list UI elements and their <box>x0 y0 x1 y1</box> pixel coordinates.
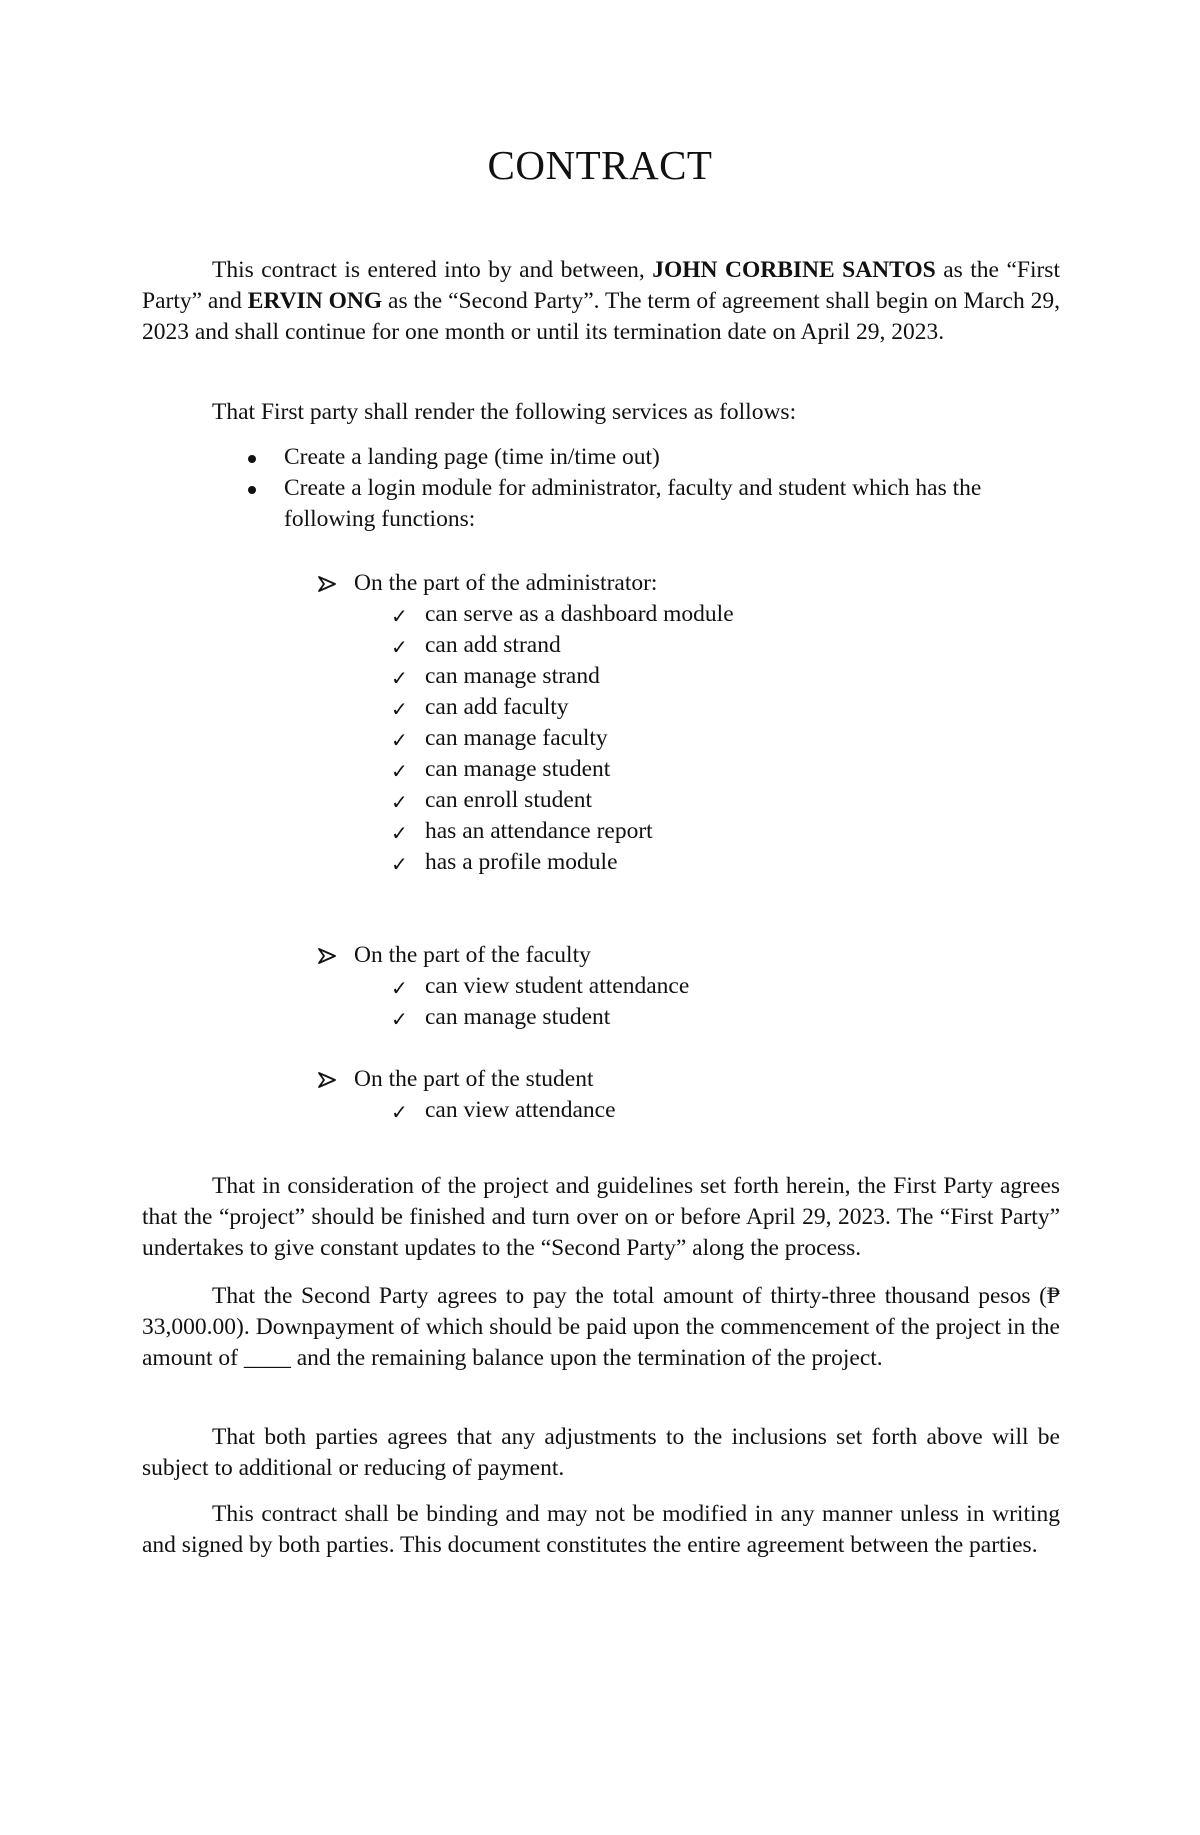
list-item <box>142 473 1060 535</box>
arrowhead-icon <box>318 576 336 592</box>
checkmark-icon: ✓ <box>391 792 408 814</box>
list-item <box>318 599 1058 630</box>
role-heading-text: On the part of the administrator: <box>354 570 658 596</box>
role-heading <box>318 1064 1058 1095</box>
checkmark-icon: ✓ <box>391 699 408 721</box>
function-text: has a profile module <box>425 849 618 875</box>
adjustments-paragraph: That both parties agrees that any adjustments to the inclusions set forth above will be subject to additional or reducing of payment. <box>142 1424 1060 1481</box>
list-item <box>318 1095 1058 1126</box>
function-text: can manage student <box>425 756 611 782</box>
intro-paragraph <box>142 255 1060 348</box>
student-section <box>318 1064 1058 1126</box>
list-item <box>318 847 1058 878</box>
list-item <box>318 816 1058 847</box>
list-item <box>318 1002 1058 1033</box>
checkmark-icon: ✓ <box>391 1102 408 1124</box>
function-text: can manage strand <box>425 663 600 689</box>
service-text: Create a landing page (time in/time out) <box>284 444 660 470</box>
function-list <box>318 599 1058 878</box>
checkmark-icon: ✓ <box>391 637 408 659</box>
role-heading <box>318 568 1058 599</box>
function-text: can manage student <box>425 1004 611 1030</box>
binding-paragraph: This contract shall be binding and may not be modified in any manner unless in writing and signed by both parties. This document constitutes the entire agreement between the parties. <box>142 1501 1060 1558</box>
list-item <box>142 442 1060 473</box>
checkmark-icon: ✓ <box>391 668 408 690</box>
intro-text-1: This contract is entered into by and between, <box>212 257 653 283</box>
arrowhead-icon <box>318 948 336 964</box>
function-text: has an attendance report <box>425 818 653 844</box>
function-list <box>318 1095 1058 1126</box>
checkmark-icon: ✓ <box>391 854 408 876</box>
service-text: Create a login module for administrator, faculty and student which has the following functions: <box>284 475 982 532</box>
role-heading-text: On the part of the faculty <box>354 942 591 968</box>
intro-text-2: as the “First Party” and <box>142 257 1060 314</box>
function-text: can add strand <box>425 632 561 658</box>
list-item <box>318 785 1058 816</box>
function-text: can view student attendance <box>425 973 690 999</box>
list-item <box>318 692 1058 723</box>
page-title: CONTRACT <box>487 142 713 188</box>
function-text: can manage faculty <box>425 725 608 751</box>
list-item <box>318 630 1058 661</box>
services-list <box>142 442 1060 535</box>
administrator-section <box>318 568 1058 878</box>
list-item <box>318 754 1058 785</box>
consideration-paragraph: That in consideration of the project and guidelines set forth herein, the First Party agrees that the “project” should be finished and turn over on or before April 29, 2023. The “First Party” undertakes to give constant updates to the “Second Party” along the process. <box>142 1173 1060 1261</box>
function-text: can enroll student <box>425 787 593 813</box>
function-list <box>318 971 1058 1033</box>
checkmark-icon: ✓ <box>391 730 408 752</box>
payment-paragraph: That the Second Party agrees to pay the total amount of thirty-three thousand pesos (₱ 33,000.00). Downpayment of which should be paid upon the commencement of the project in the amount of ____ and the remaining balance upon the termination of the project. <box>142 1283 1060 1371</box>
services-intro: That First party shall render the following services as follows: <box>212 399 797 425</box>
checkmark-icon: ✓ <box>391 978 408 1000</box>
checkmark-icon: ✓ <box>391 606 408 628</box>
bullet-icon <box>248 486 256 494</box>
checkmark-icon: ✓ <box>391 823 408 845</box>
arrowhead-icon <box>318 1072 336 1088</box>
function-text: can add faculty <box>425 694 569 720</box>
function-text: can view attendance <box>425 1097 616 1123</box>
checkmark-icon: ✓ <box>391 1009 408 1031</box>
checkmark-icon: ✓ <box>391 761 408 783</box>
bullet-icon <box>248 455 256 463</box>
faculty-section <box>318 940 1058 1033</box>
first-party-name: JOHN CORBINE SANTOS <box>652 257 936 283</box>
role-heading <box>318 940 1058 971</box>
intro-text-3: as the “Second Party”. The term of agreement shall begin on March 29, 2023 and shall continue for one month or until its termination date on April 29, 2023. <box>142 288 1061 345</box>
list-item <box>318 723 1058 754</box>
role-heading-text: On the part of the student <box>354 1066 594 1092</box>
second-party-name: ERVIN ONG <box>247 288 383 314</box>
list-item <box>318 661 1058 692</box>
function-text: can serve as a dashboard module <box>425 601 734 627</box>
list-item <box>318 971 1058 1002</box>
